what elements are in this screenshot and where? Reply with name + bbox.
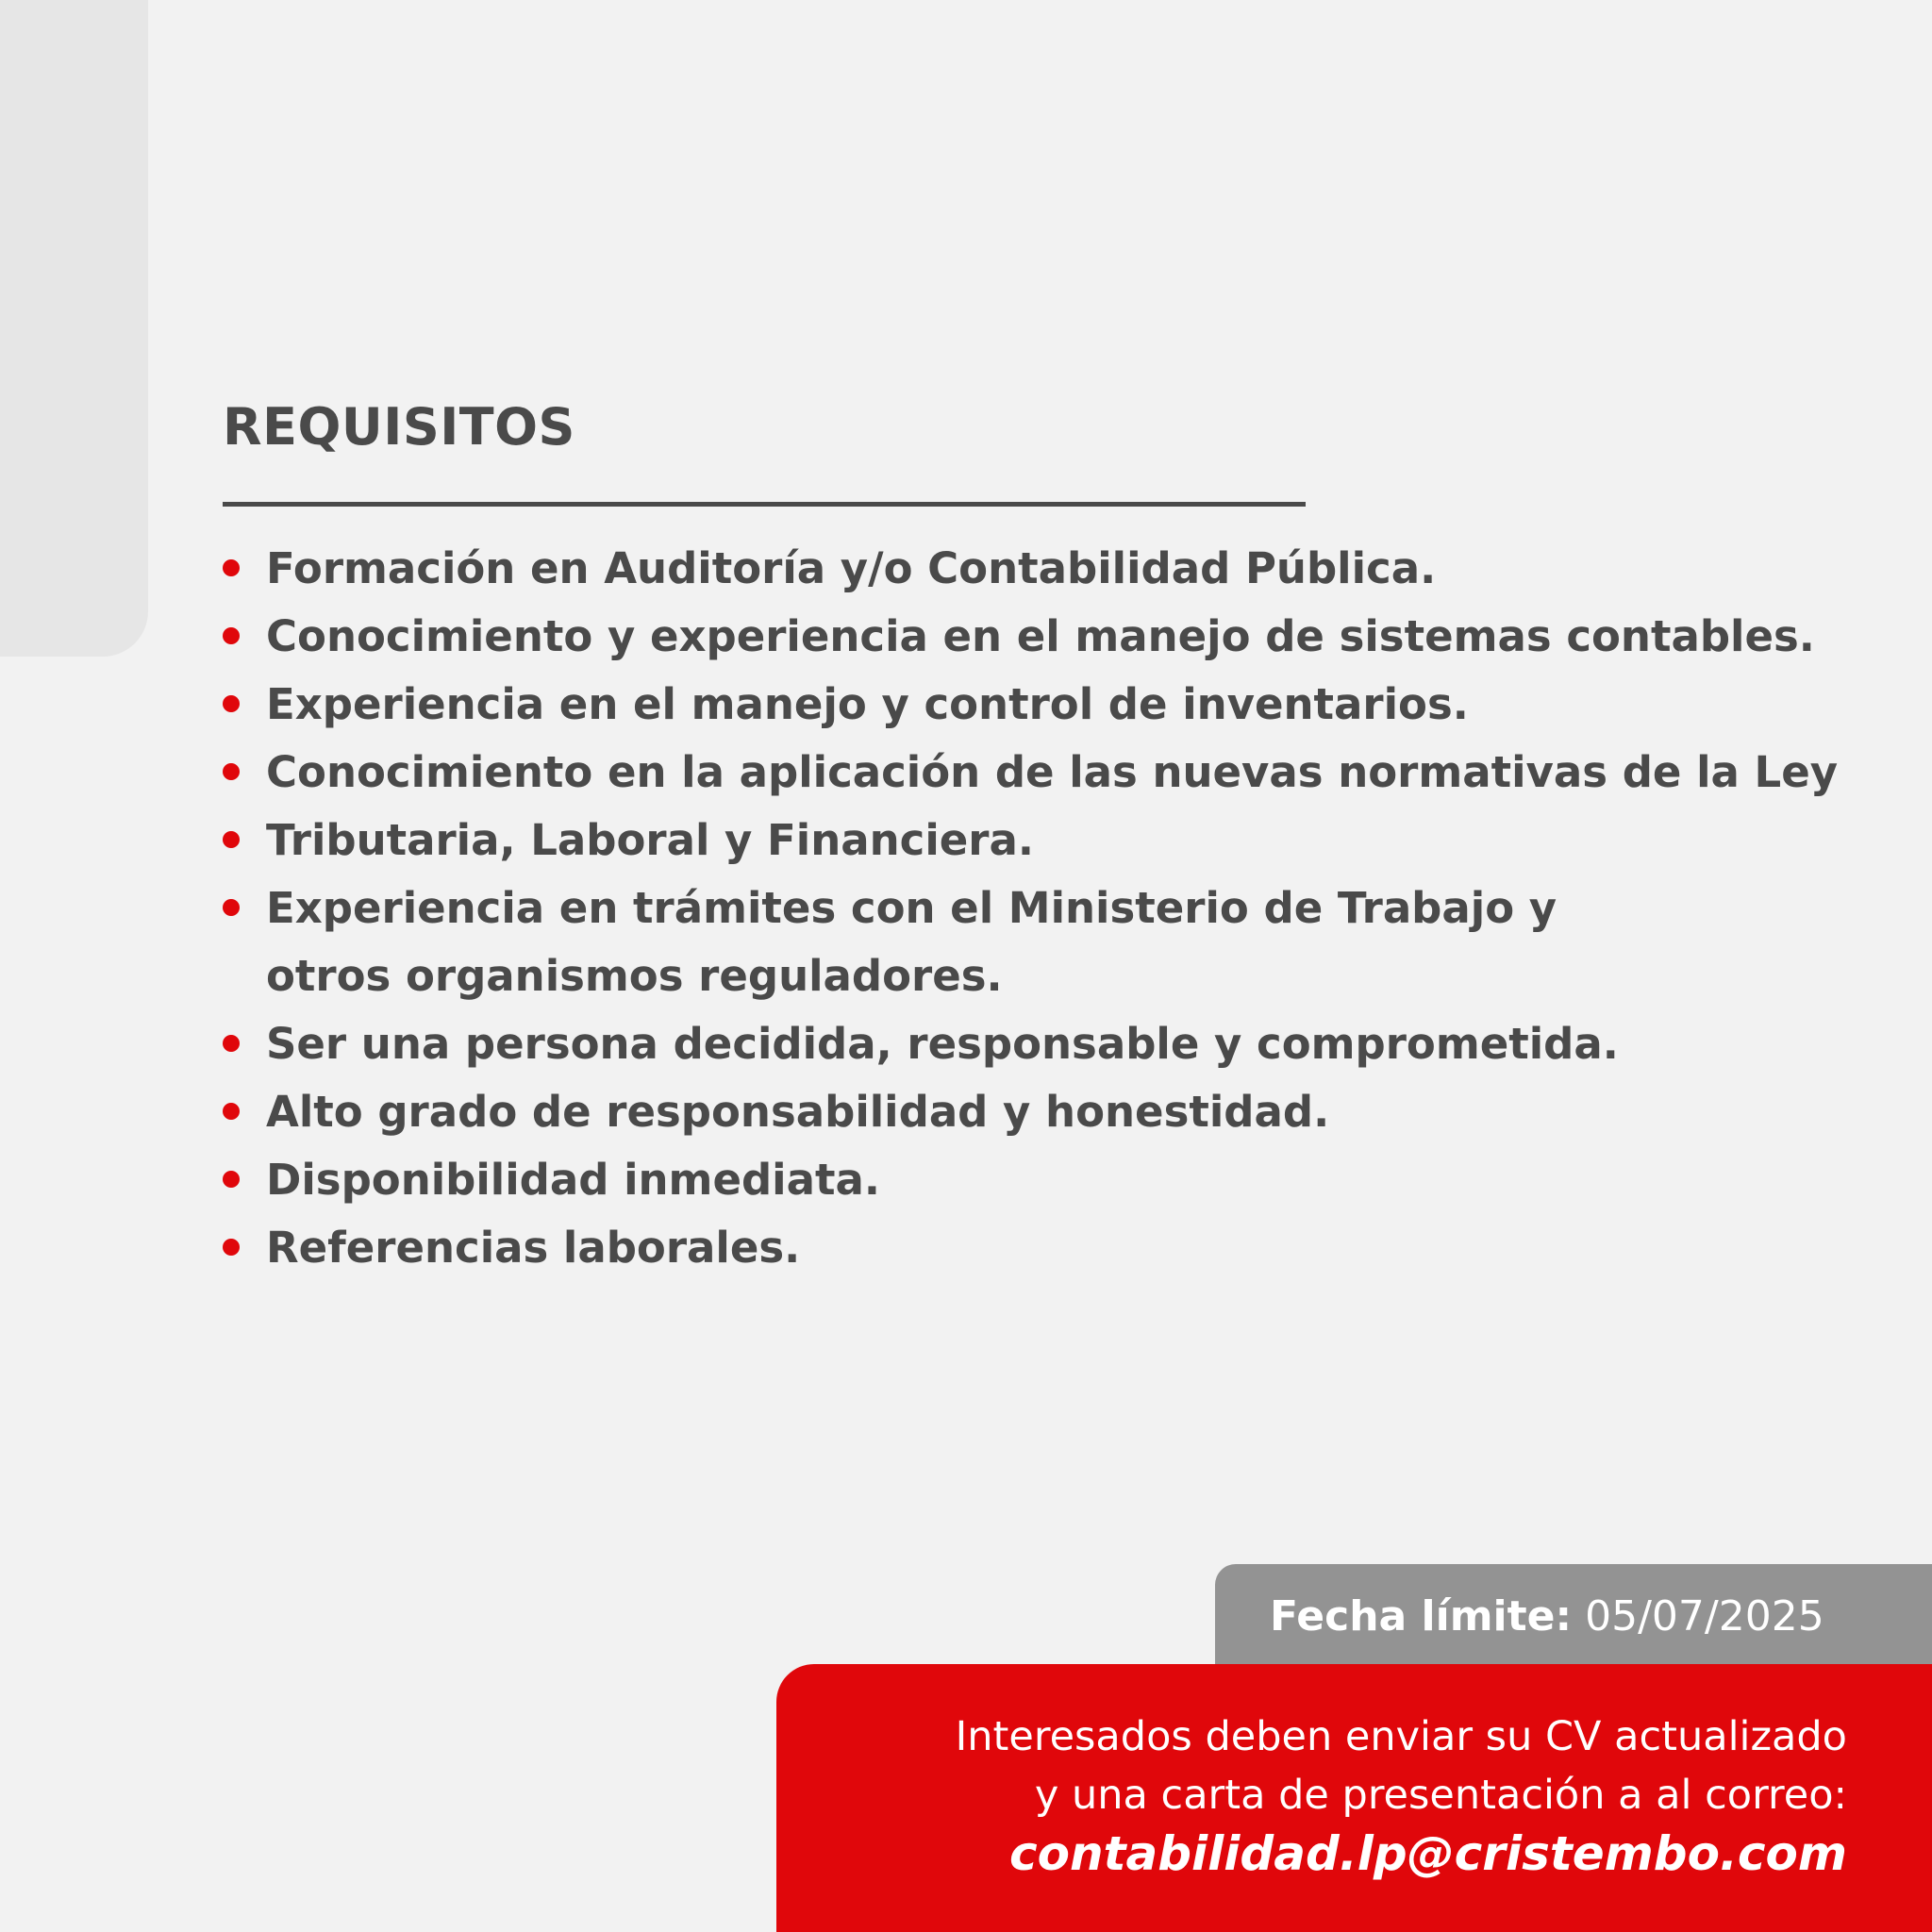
requirement-item (223, 807, 1751, 874)
bullet-dot-icon (223, 1239, 240, 1256)
requirement-text: Alto grado de responsabilidad y honestidad. (266, 1087, 1330, 1137)
requirement-item (223, 671, 1751, 739)
requirement-text: Disponibilidad inmediata. (266, 1155, 880, 1205)
requirement-item (223, 1078, 1751, 1146)
requirement-text: Tributaria, Laboral y Financiera. (266, 815, 1034, 865)
instructions-line-2: y una carta de presentación a al correo: (1034, 1772, 1847, 1819)
apply-instructions-panel (776, 1664, 1932, 1932)
requirement-text: Formación en Auditoría y/o Contabilidad Pública. (266, 543, 1437, 593)
requirement-item (223, 535, 1751, 603)
requirement-item (223, 1146, 1751, 1214)
bullet-dot-icon (223, 899, 240, 916)
instructions-line-1: Interesados deben enviar su CV actualizado (955, 1713, 1847, 1760)
section-title: REQUISITOS (223, 397, 575, 457)
bullet-dot-icon (223, 627, 240, 644)
requirements-list (223, 535, 1839, 1282)
deadline-banner (1215, 1564, 1932, 1679)
requirement-item (223, 739, 1839, 807)
bullet-dot-icon (223, 559, 240, 576)
bullet-dot-icon (223, 763, 240, 780)
requirement-text: Conocimiento en la aplicación de las nuevas normativas de la Ley (266, 747, 1839, 797)
bullet-dot-icon (223, 831, 240, 848)
bullet-dot-icon (223, 1035, 240, 1052)
requirement-text: Ser una persona decidida, responsable y comprometida. (266, 1019, 1619, 1069)
requirement-item (223, 1010, 1751, 1078)
deadline-date: 05/07/2025 (1585, 1592, 1824, 1641)
decorative-side-panel (0, 0, 148, 657)
requirement-text: Experiencia en el manejo y control de inventarios. (266, 679, 1469, 729)
requirement-text: Experiencia en trámites con el Ministerio de Trabajo y otros organismos reguladores. (266, 883, 1557, 1001)
requirement-item (223, 603, 1815, 671)
requirement-text: Conocimiento y experiencia en el manejo de sistemas contables. (266, 611, 1815, 661)
requirement-item (223, 1214, 1751, 1282)
apply-instructions (956, 1707, 1847, 1883)
requirement-text: Referencias laborales. (266, 1223, 801, 1273)
contact-email[interactable]: contabilidad.lp@cristembo.com (1008, 1826, 1847, 1881)
deadline-label: Fecha límite: (1270, 1592, 1573, 1641)
title-divider (223, 502, 1306, 507)
bullet-dot-icon (223, 1171, 240, 1188)
bullet-dot-icon (223, 1103, 240, 1120)
requirement-item (223, 874, 1662, 1010)
bullet-dot-icon (223, 695, 240, 712)
deadline-text (1270, 1589, 1824, 1645)
